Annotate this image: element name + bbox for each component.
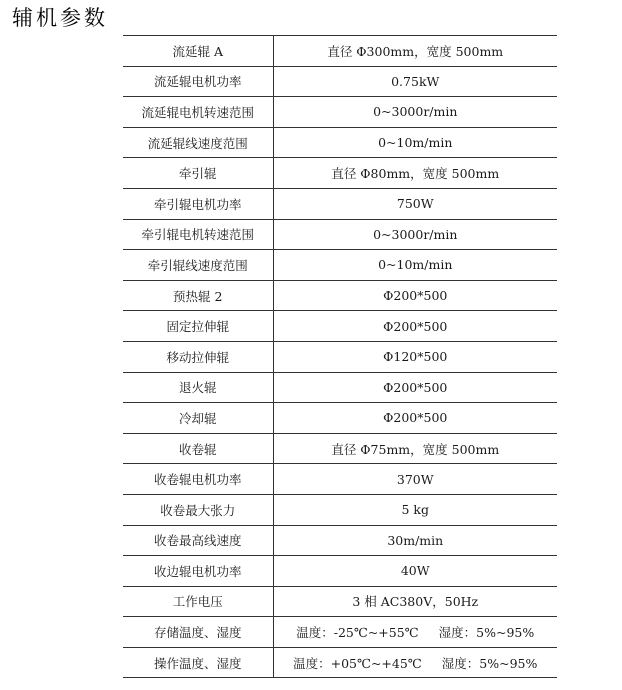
table-row <box>123 127 557 158</box>
table-row <box>123 311 557 342</box>
param-value <box>273 647 557 678</box>
table-row <box>123 158 557 189</box>
table-row <box>123 36 557 67</box>
table-row <box>123 433 557 464</box>
param-name: 收边辊电机功率 <box>123 556 273 587</box>
param-name: 牵引辊线速度范围 <box>123 250 273 281</box>
param-value <box>273 66 557 97</box>
param-name: 退火辊 <box>123 372 273 403</box>
param-value <box>273 464 557 495</box>
param-value-text: Φ120*500 <box>383 349 448 365</box>
param-name: 流延辊电机功率 <box>123 66 273 97</box>
param-name: 工作电压 <box>123 586 273 617</box>
param-name: 流延辊线速度范围 <box>123 127 273 158</box>
table-row <box>123 250 557 281</box>
param-value-text: Φ200*500 <box>383 410 448 426</box>
param-name: 操作温度、湿度 <box>123 647 273 678</box>
param-value-text: 40W <box>400 563 430 579</box>
table-row <box>123 617 557 648</box>
spec-table-body <box>123 36 557 678</box>
param-value-text: Φ200*500 <box>383 318 448 334</box>
param-value-text: 0.75kW <box>391 73 440 89</box>
table-row <box>123 464 557 495</box>
param-name: 预热辊 2 <box>123 280 273 311</box>
param-value <box>273 188 557 219</box>
param-value-text: 直径 Φ80mm，宽度 500mm <box>331 166 500 182</box>
param-name: 收卷辊 <box>123 433 273 464</box>
param-value-text: 5 kg <box>401 502 429 518</box>
param-value-text: 0~3000r/min <box>373 226 458 242</box>
param-value <box>273 341 557 372</box>
param-value-text: 30m/min <box>387 532 444 548</box>
param-value <box>273 36 557 67</box>
param-name: 存储温度、湿度 <box>123 617 273 648</box>
param-value-text: 3 相 AC380V，50Hz <box>352 594 479 610</box>
param-value-text: 直径 Φ300mm，宽度 500mm <box>327 43 504 59</box>
table-row <box>123 647 557 678</box>
table-row <box>123 494 557 525</box>
param-value <box>273 280 557 311</box>
param-value-secondary-text: 湿度：5%~95% <box>438 625 535 641</box>
param-value-text: Φ200*500 <box>383 288 448 304</box>
param-value <box>273 433 557 464</box>
table-row <box>123 280 557 311</box>
param-value <box>273 586 557 617</box>
param-value-text: 0~10m/min <box>378 135 453 151</box>
param-value <box>273 250 557 281</box>
param-value <box>273 525 557 556</box>
table-row <box>123 525 557 556</box>
param-value-text: 0~3000r/min <box>373 104 458 120</box>
page-title: 辅机参数 <box>12 6 108 30</box>
param-value <box>273 158 557 189</box>
param-value-text: Φ200*500 <box>383 379 448 395</box>
spec-table <box>123 35 557 678</box>
table-row <box>123 372 557 403</box>
param-name: 固定拉伸辊 <box>123 311 273 342</box>
param-name: 收卷最大张力 <box>123 494 273 525</box>
param-name: 牵引辊电机功率 <box>123 188 273 219</box>
param-value-text: 直径 Φ75mm，宽度 500mm <box>331 441 500 457</box>
param-name: 收卷最高线速度 <box>123 525 273 556</box>
param-value-text: 温度：+05℃~+45℃ <box>293 655 422 671</box>
param-name: 流延辊 A <box>123 36 273 67</box>
table-row <box>123 97 557 128</box>
table-row <box>123 586 557 617</box>
param-name: 流延辊电机转速范围 <box>123 97 273 128</box>
param-value-secondary-text: 湿度：5%~95% <box>441 655 538 671</box>
table-row <box>123 188 557 219</box>
param-value <box>273 403 557 434</box>
param-value-text: 0~10m/min <box>378 257 453 273</box>
param-value <box>273 97 557 128</box>
table-row <box>123 66 557 97</box>
param-name: 收卷辊电机功率 <box>123 464 273 495</box>
table-row <box>123 556 557 587</box>
param-value <box>273 617 557 648</box>
table-row <box>123 403 557 434</box>
param-value-text: 750W <box>396 196 434 212</box>
param-value <box>273 127 557 158</box>
param-value <box>273 494 557 525</box>
param-value-text: 370W <box>396 471 434 487</box>
param-name: 牵引辊 <box>123 158 273 189</box>
param-value <box>273 311 557 342</box>
param-name: 移动拉伸辊 <box>123 341 273 372</box>
param-name: 冷却辊 <box>123 403 273 434</box>
param-value <box>273 372 557 403</box>
table-row <box>123 341 557 372</box>
param-value <box>273 219 557 250</box>
param-value-text: 温度：-25℃~+55℃ <box>296 625 419 641</box>
param-value <box>273 556 557 587</box>
param-name: 牵引辊电机转速范围 <box>123 219 273 250</box>
table-row <box>123 219 557 250</box>
